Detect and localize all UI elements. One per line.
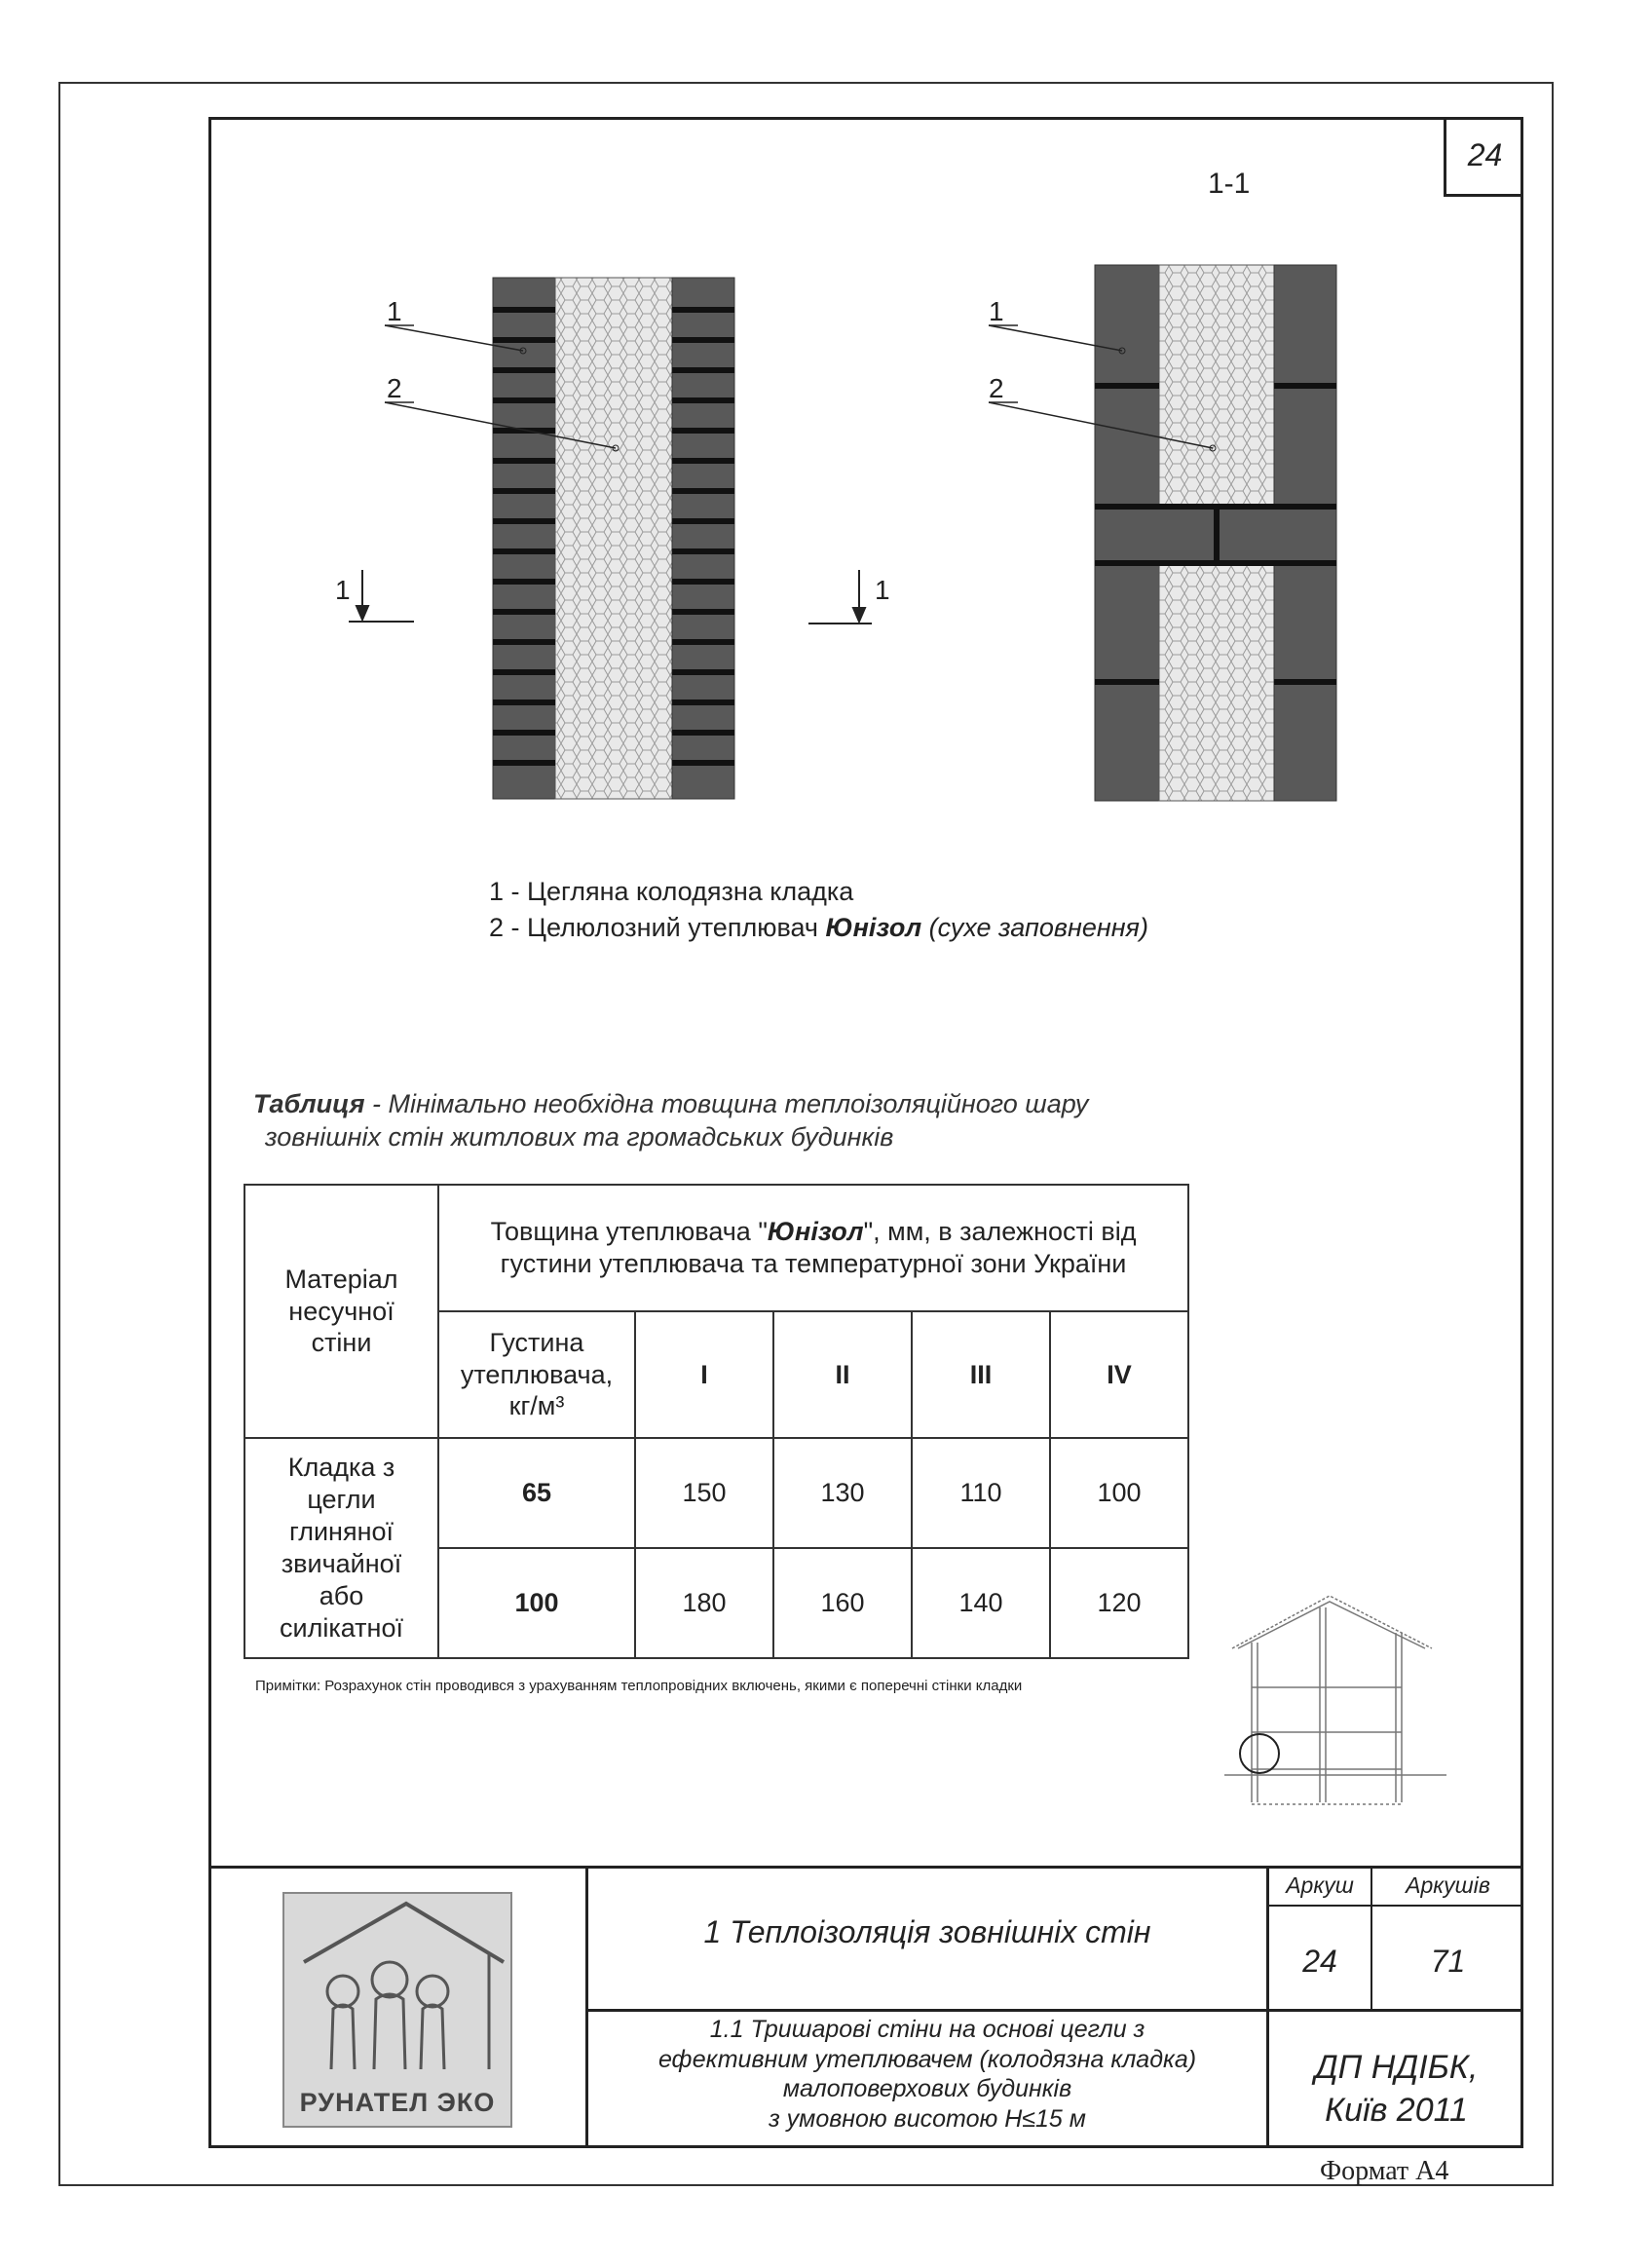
legend-item-2: 2 - Целюлозний утеплювач Юнізол (сухе заповнення) <box>489 913 1148 942</box>
thickness-group-header: Товщина утеплювача "Юнізол", мм, в залежності від густини утеплювача та температурної зони України <box>438 1185 1188 1311</box>
table-caption-line-1: Таблиця - Мінімально необхідна товщина теплоізоляційного шару <box>253 1089 1089 1118</box>
value-cell: 180 <box>635 1548 773 1658</box>
value-cell: 100 <box>1050 1438 1188 1548</box>
sheet-label: Аркуш <box>1286 1872 1354 1898</box>
table-note: Примітки: Розрахунок стін проводився з урахуванням теплопровідних включень, якими є поперечні стінки кладки <box>255 1678 1023 1694</box>
value-cell: 110 <box>912 1438 1050 1548</box>
callout-left-1: 1 <box>387 296 402 326</box>
logo-text: РУНАТЕЛ ЭКО <box>299 2088 496 2117</box>
zone-header-3: III <box>912 1311 1050 1438</box>
cut-mark-left-label: 1 <box>335 575 351 605</box>
table-row <box>244 1438 1188 1548</box>
wall-drawings <box>0 0 1652 877</box>
material-cell: Кладка з цегли глиняної звичайної або силікатної <box>244 1438 438 1658</box>
zone-header-4: IV <box>1050 1311 1188 1438</box>
sheet-number-box: 24 <box>1444 117 1523 197</box>
company-logo <box>282 1892 512 2128</box>
sheets-value: 71 <box>1430 1944 1466 1979</box>
subtitle: 1.1 Тришарові стіни на основі цегли з ефективним утеплювачем (колодязна кладка) малоповерхових будинків з умовною висотою H≤15 м <box>657 2016 1197 2133</box>
callout-right-2: 2 <box>989 373 1004 403</box>
material-column-header: Матеріал несучної стіни <box>244 1185 438 1438</box>
plan-drawing-left <box>385 278 734 799</box>
table-caption-line-2: зовнішніх стін житлових та громадських будинків <box>265 1122 894 1152</box>
value-cell: 120 <box>1050 1548 1188 1658</box>
callout-right-1: 1 <box>989 296 1004 326</box>
cut-mark-right-label: 1 <box>875 575 890 605</box>
house-family-icon <box>284 1894 510 2079</box>
section-label: 1-1 <box>1208 168 1251 200</box>
section-title: 1 Теплоізоляція зовнішніх стін <box>703 1914 1151 1949</box>
sheet-value: 24 <box>1302 1944 1337 1979</box>
sheets-label: Аркушів <box>1406 1872 1490 1898</box>
value-cell: 130 <box>773 1438 912 1548</box>
insulation-thickness-table <box>244 1184 1189 1659</box>
legend-item-1: 1 - Цегляна колодязна кладка <box>489 877 854 906</box>
density-column-header: Густина утеплювача, кг/м³ <box>438 1311 635 1438</box>
value-cell: 150 <box>635 1438 773 1548</box>
zone-header-2: II <box>773 1311 912 1438</box>
section-drawing-right <box>989 265 1336 801</box>
zone-header-1: I <box>635 1311 773 1438</box>
callout-left-2: 2 <box>387 373 402 403</box>
paper-format: Формат А4 <box>1320 2156 1449 2186</box>
organization: ДП НДІБК, Київ 2011 <box>1314 2049 1479 2130</box>
value-cell: 140 <box>912 1548 1050 1658</box>
value-cell: 160 <box>773 1548 912 1658</box>
density-cell: 65 <box>438 1438 635 1548</box>
house-sketch <box>1222 1588 1456 1822</box>
density-cell: 100 <box>438 1548 635 1658</box>
